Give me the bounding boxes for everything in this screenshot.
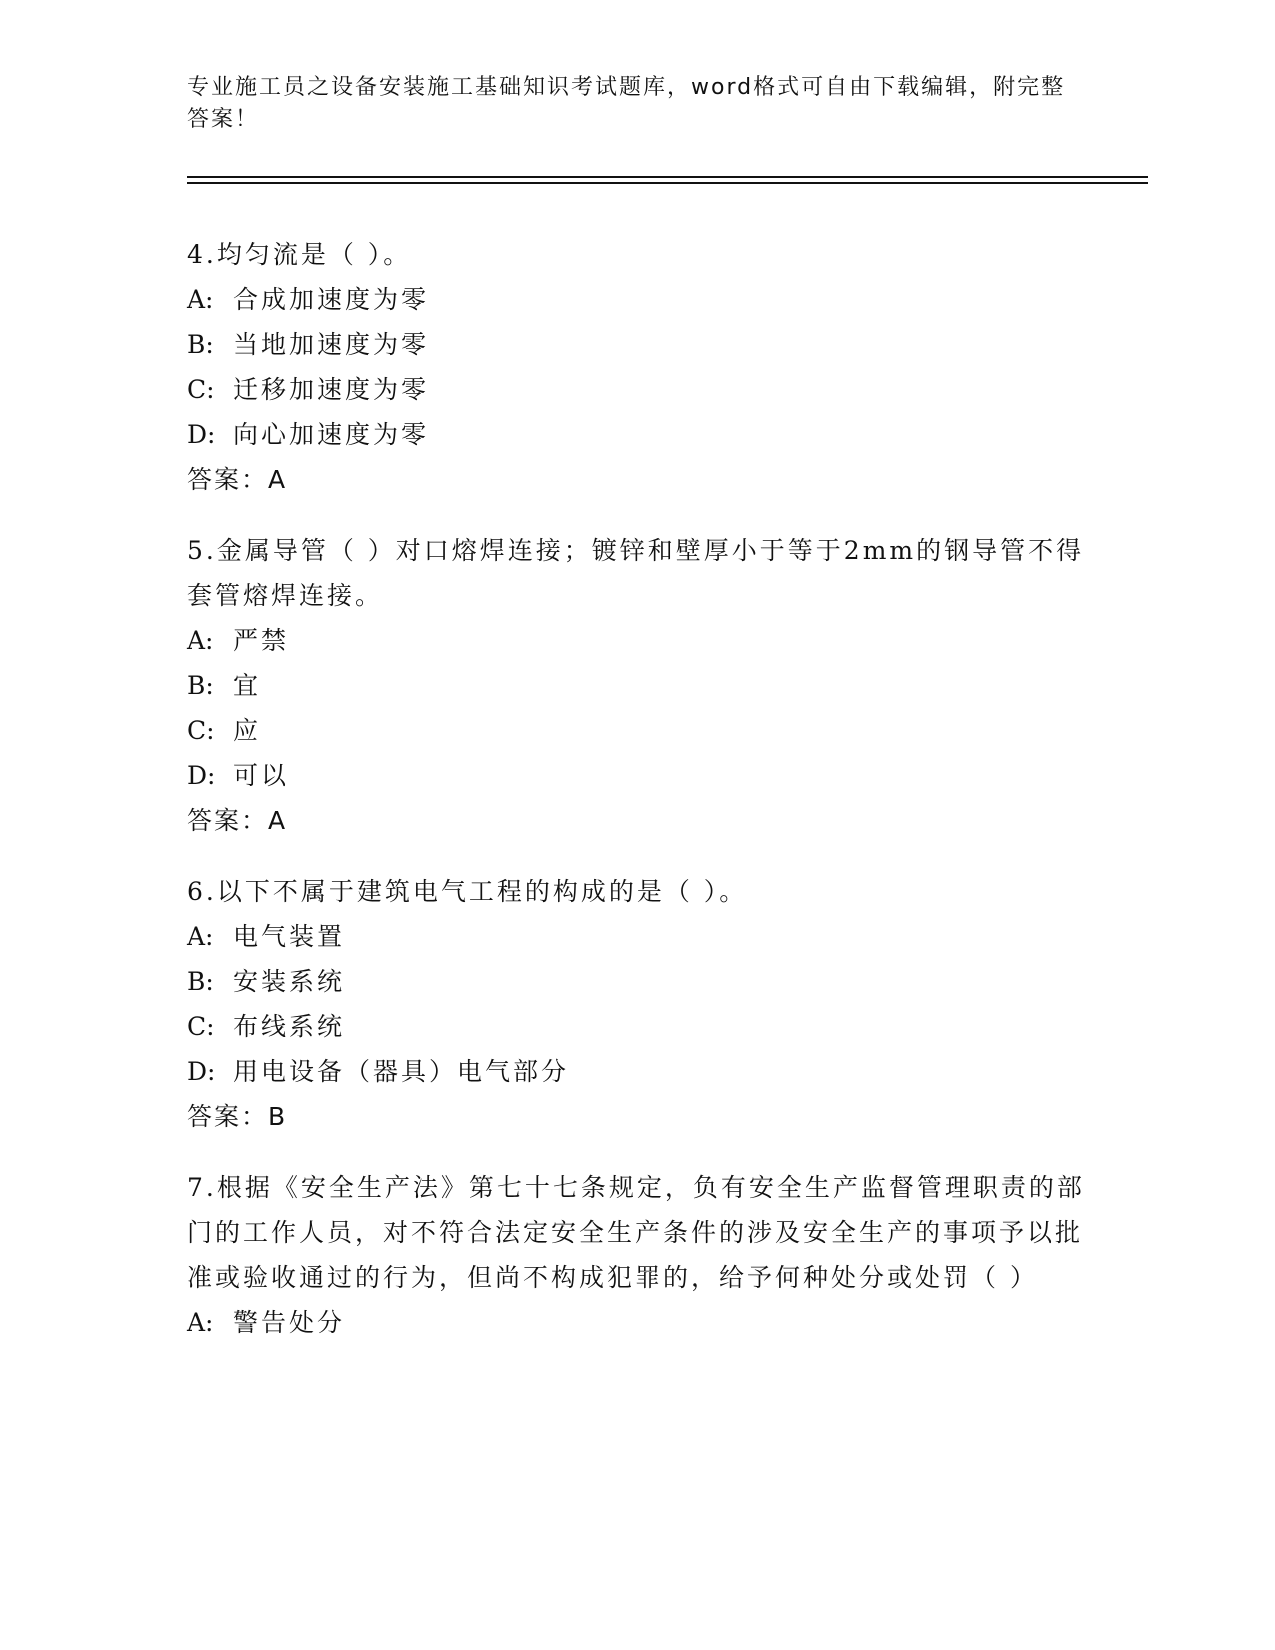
option-text: 宜 (233, 671, 262, 700)
answer-line: 答案：A (187, 465, 288, 494)
option-text: 警告处分 (233, 1308, 346, 1337)
header-title: 专业施工员之设备安装施工基础知识考试题库，word格式可自由下载编辑，附完整答案！ (187, 75, 1066, 132)
option-letter: A: (187, 285, 214, 314)
question-list (187, 232, 1087, 1371)
option-letter: A: (187, 1308, 214, 1337)
option-text: 严禁 (233, 626, 290, 655)
option-d (187, 753, 1087, 798)
option-text: 安装系统 (233, 967, 346, 996)
option-text: 向心加速度为零 (233, 420, 430, 449)
answer-line: 答案：A (187, 806, 288, 835)
option-letter: B: (187, 330, 214, 359)
option-letter: D: (187, 761, 216, 790)
question-text: 7.根据《安全生产法》第七十七条规定，负有安全生产监督管理职责的部门的工作人员，对不符合法定安全生产条件的涉及安全生产的事项予以批准或验收通过的行为，但尚不构成犯罪的，给予何种处分或处罚（ ） (187, 1173, 1085, 1292)
option-b (187, 322, 1087, 367)
option-letter: B: (187, 671, 214, 700)
header-divider-top (187, 176, 1148, 178)
option-letter: A: (187, 626, 214, 655)
option-text: 用电设备（器具）电气部分 (233, 1057, 570, 1086)
option-d (187, 412, 1087, 457)
option-text: 布线系统 (233, 1012, 346, 1041)
option-letter: C: (187, 1012, 215, 1041)
option-letter: D: (187, 1057, 216, 1086)
document-header (187, 72, 1067, 136)
question-5 (187, 528, 1087, 843)
option-letter: B: (187, 967, 214, 996)
option-letter: C: (187, 716, 215, 745)
header-divider-bottom (187, 182, 1148, 184)
option-c (187, 708, 1087, 753)
option-text: 电气装置 (233, 922, 346, 951)
question-4 (187, 232, 1087, 502)
option-a (187, 618, 1087, 663)
option-c (187, 367, 1087, 412)
option-b (187, 663, 1087, 708)
option-b (187, 959, 1087, 1004)
option-text: 应 (233, 716, 262, 745)
question-6 (187, 869, 1087, 1139)
question-text: 4.均匀流是（ ）。 (187, 240, 412, 269)
option-letter: A: (187, 922, 214, 951)
question-text: 5.金属导管（ ）对口熔焊连接；镀锌和壁厚小于等于2mm的钢导管不得套管熔焊连接。 (187, 536, 1085, 610)
option-letter: C: (187, 375, 215, 404)
question-text: 6.以下不属于建筑电气工程的构成的是（ ）。 (187, 877, 748, 906)
option-letter: D: (187, 420, 216, 449)
option-c (187, 1004, 1087, 1049)
option-a (187, 1300, 1087, 1345)
option-text: 合成加速度为零 (233, 285, 430, 314)
option-text: 当地加速度为零 (233, 330, 430, 359)
option-d (187, 1049, 1087, 1094)
option-text: 可以 (233, 761, 290, 790)
question-7 (187, 1165, 1087, 1345)
answer-line: 答案：B (187, 1102, 288, 1131)
option-text: 迁移加速度为零 (233, 375, 430, 404)
option-a (187, 277, 1087, 322)
option-a (187, 914, 1087, 959)
